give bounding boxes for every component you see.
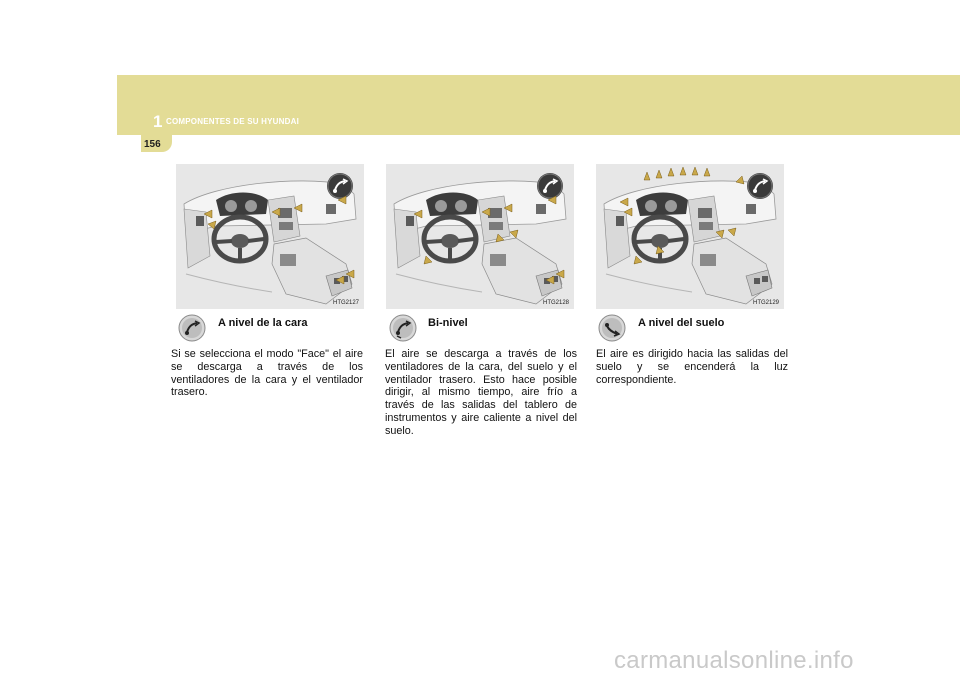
section-text: El aire es dirigido hacia las salidas del suelo y se encenderá la luz correspondiente.: [596, 348, 788, 386]
section-text: Si se selecciona el modo "Face" el aire se descarga a través de los ventiladores de la cara y el ventilador trasero.: [171, 348, 363, 399]
section-title: A nivel del suelo: [638, 317, 725, 329]
figure-code: HTG2128: [543, 300, 570, 306]
face-vent-icon: [327, 173, 353, 199]
section-title: Bi-nivel: [428, 317, 468, 329]
figure-bi-level-mode: [386, 164, 574, 309]
face-mode-icon: [178, 314, 206, 342]
figure-code: HTG2127: [333, 300, 360, 306]
chapter-title: COMPONENTES DE SU HYUNDAI: [166, 117, 300, 126]
figure-code: HTG2129: [753, 300, 780, 306]
header-band: [117, 75, 960, 135]
chapter-number: 1: [153, 112, 163, 131]
section-text: El aire se descarga a través de los ventiladores de la cara, del suelo y el ventilador trasero. Esto hace posible dirigir, al mismo tiempo, aire frío a través de las salidas del tablero de instrumentos y aire caliente a nivel del suelo.: [385, 348, 577, 437]
watermark: carmanualsonline.info: [614, 647, 854, 674]
floor-vent-icon: [747, 173, 773, 199]
floor-mode-icon: [598, 314, 626, 342]
figure-face-mode: [176, 164, 364, 309]
figure-floor-mode: [596, 164, 784, 309]
bi-level-vent-icon: [537, 173, 563, 199]
bi-level-mode-icon: [389, 314, 417, 342]
section-title: A nivel de la cara: [218, 317, 308, 329]
page-number: 156: [144, 139, 161, 150]
